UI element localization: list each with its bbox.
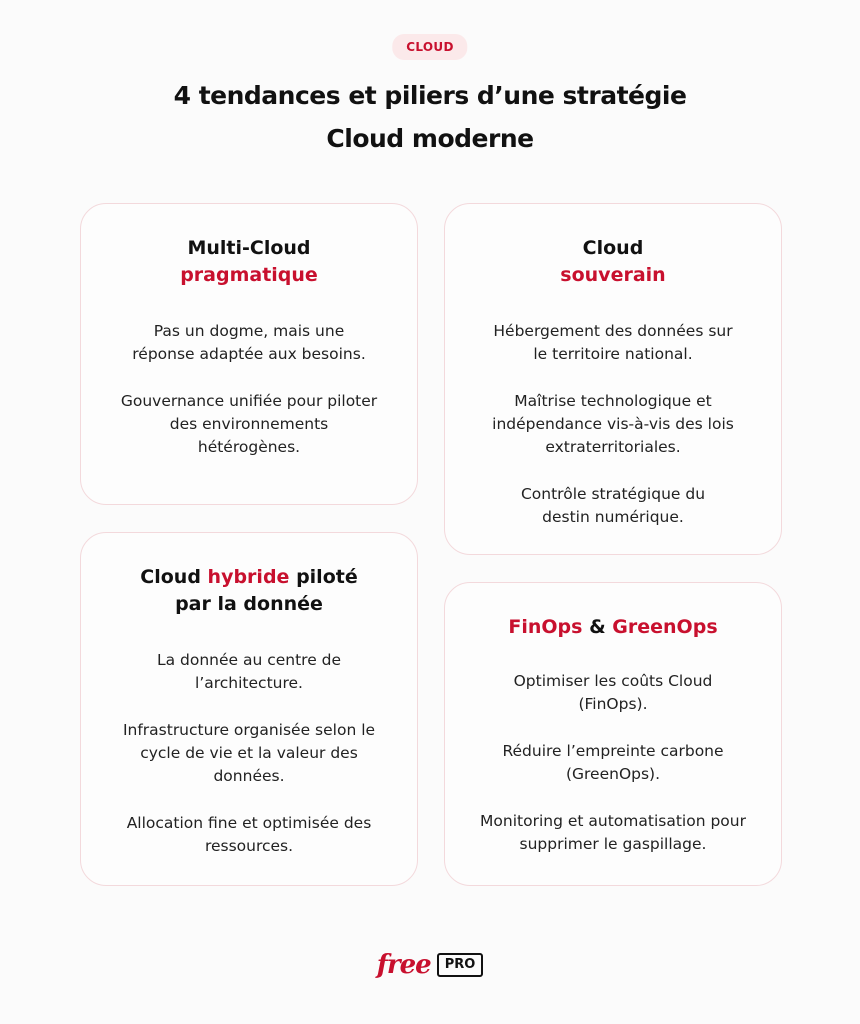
category-tag: CLOUD <box>392 34 467 60</box>
card-title-accent: hybride <box>207 566 290 588</box>
card-title <box>445 235 781 289</box>
card-cloud-souverain <box>444 203 782 555</box>
card-title-accent: FinOps <box>508 616 583 638</box>
card-paragraph: Maîtrise technologique et indépendance vis-à-vis des lois extraterritoriales. <box>492 392 734 456</box>
free-logo: free <box>376 950 431 980</box>
pro-logo-badge: PRO <box>437 953 484 977</box>
card-finops-greenops <box>444 582 782 886</box>
card-paragraph: Optimiser les coûts Cloud (FinOps). <box>513 672 713 713</box>
card-title-main: piloté <box>296 566 358 588</box>
page-title <box>0 74 860 160</box>
card-title-accent: GreenOps <box>612 616 718 638</box>
card-paragraph: Infrastructure organisée selon le cycle de vie et la valeur des données. <box>122 721 376 785</box>
card-paragraph: La donnée au centre de l’architecture. <box>156 651 342 692</box>
card-title <box>445 614 781 641</box>
card-title <box>81 235 417 289</box>
card-title-main: Multi-Cloud <box>187 237 311 259</box>
card-title-accent: souverain <box>560 264 666 286</box>
card-paragraph: Hébergement des données sur le territoire national. <box>493 322 733 363</box>
page-title-line-1: 4 tendances et piliers d’une stratégie <box>173 81 687 110</box>
page-title-line-2: Cloud moderne <box>326 124 534 153</box>
card-multi-cloud <box>80 203 418 505</box>
card-title-accent: pragmatique <box>180 264 318 286</box>
card-cloud-hybride <box>80 532 418 886</box>
card-title-main: Cloud <box>582 237 644 259</box>
card-paragraph: Gouvernance unifiée pour piloter des environnements hétérogènes. <box>120 392 378 456</box>
card-title-main: & <box>589 616 606 638</box>
card-paragraph: Contrôle stratégique du destin numérique. <box>520 485 706 526</box>
card-title-main: Cloud <box>140 566 201 588</box>
footer-logo <box>0 950 860 980</box>
card-paragraph: Réduire l’empreinte carbone (GreenOps). <box>502 742 724 783</box>
card-title <box>81 564 417 618</box>
card-paragraph: Allocation fine et optimisée des ressources. <box>126 814 372 855</box>
card-paragraph: Monitoring et automatisation pour supprimer le gaspillage. <box>480 812 746 853</box>
card-title-main: par la donnée <box>175 593 323 615</box>
card-paragraph: Pas un dogme, mais une réponse adaptée aux besoins. <box>132 322 366 363</box>
